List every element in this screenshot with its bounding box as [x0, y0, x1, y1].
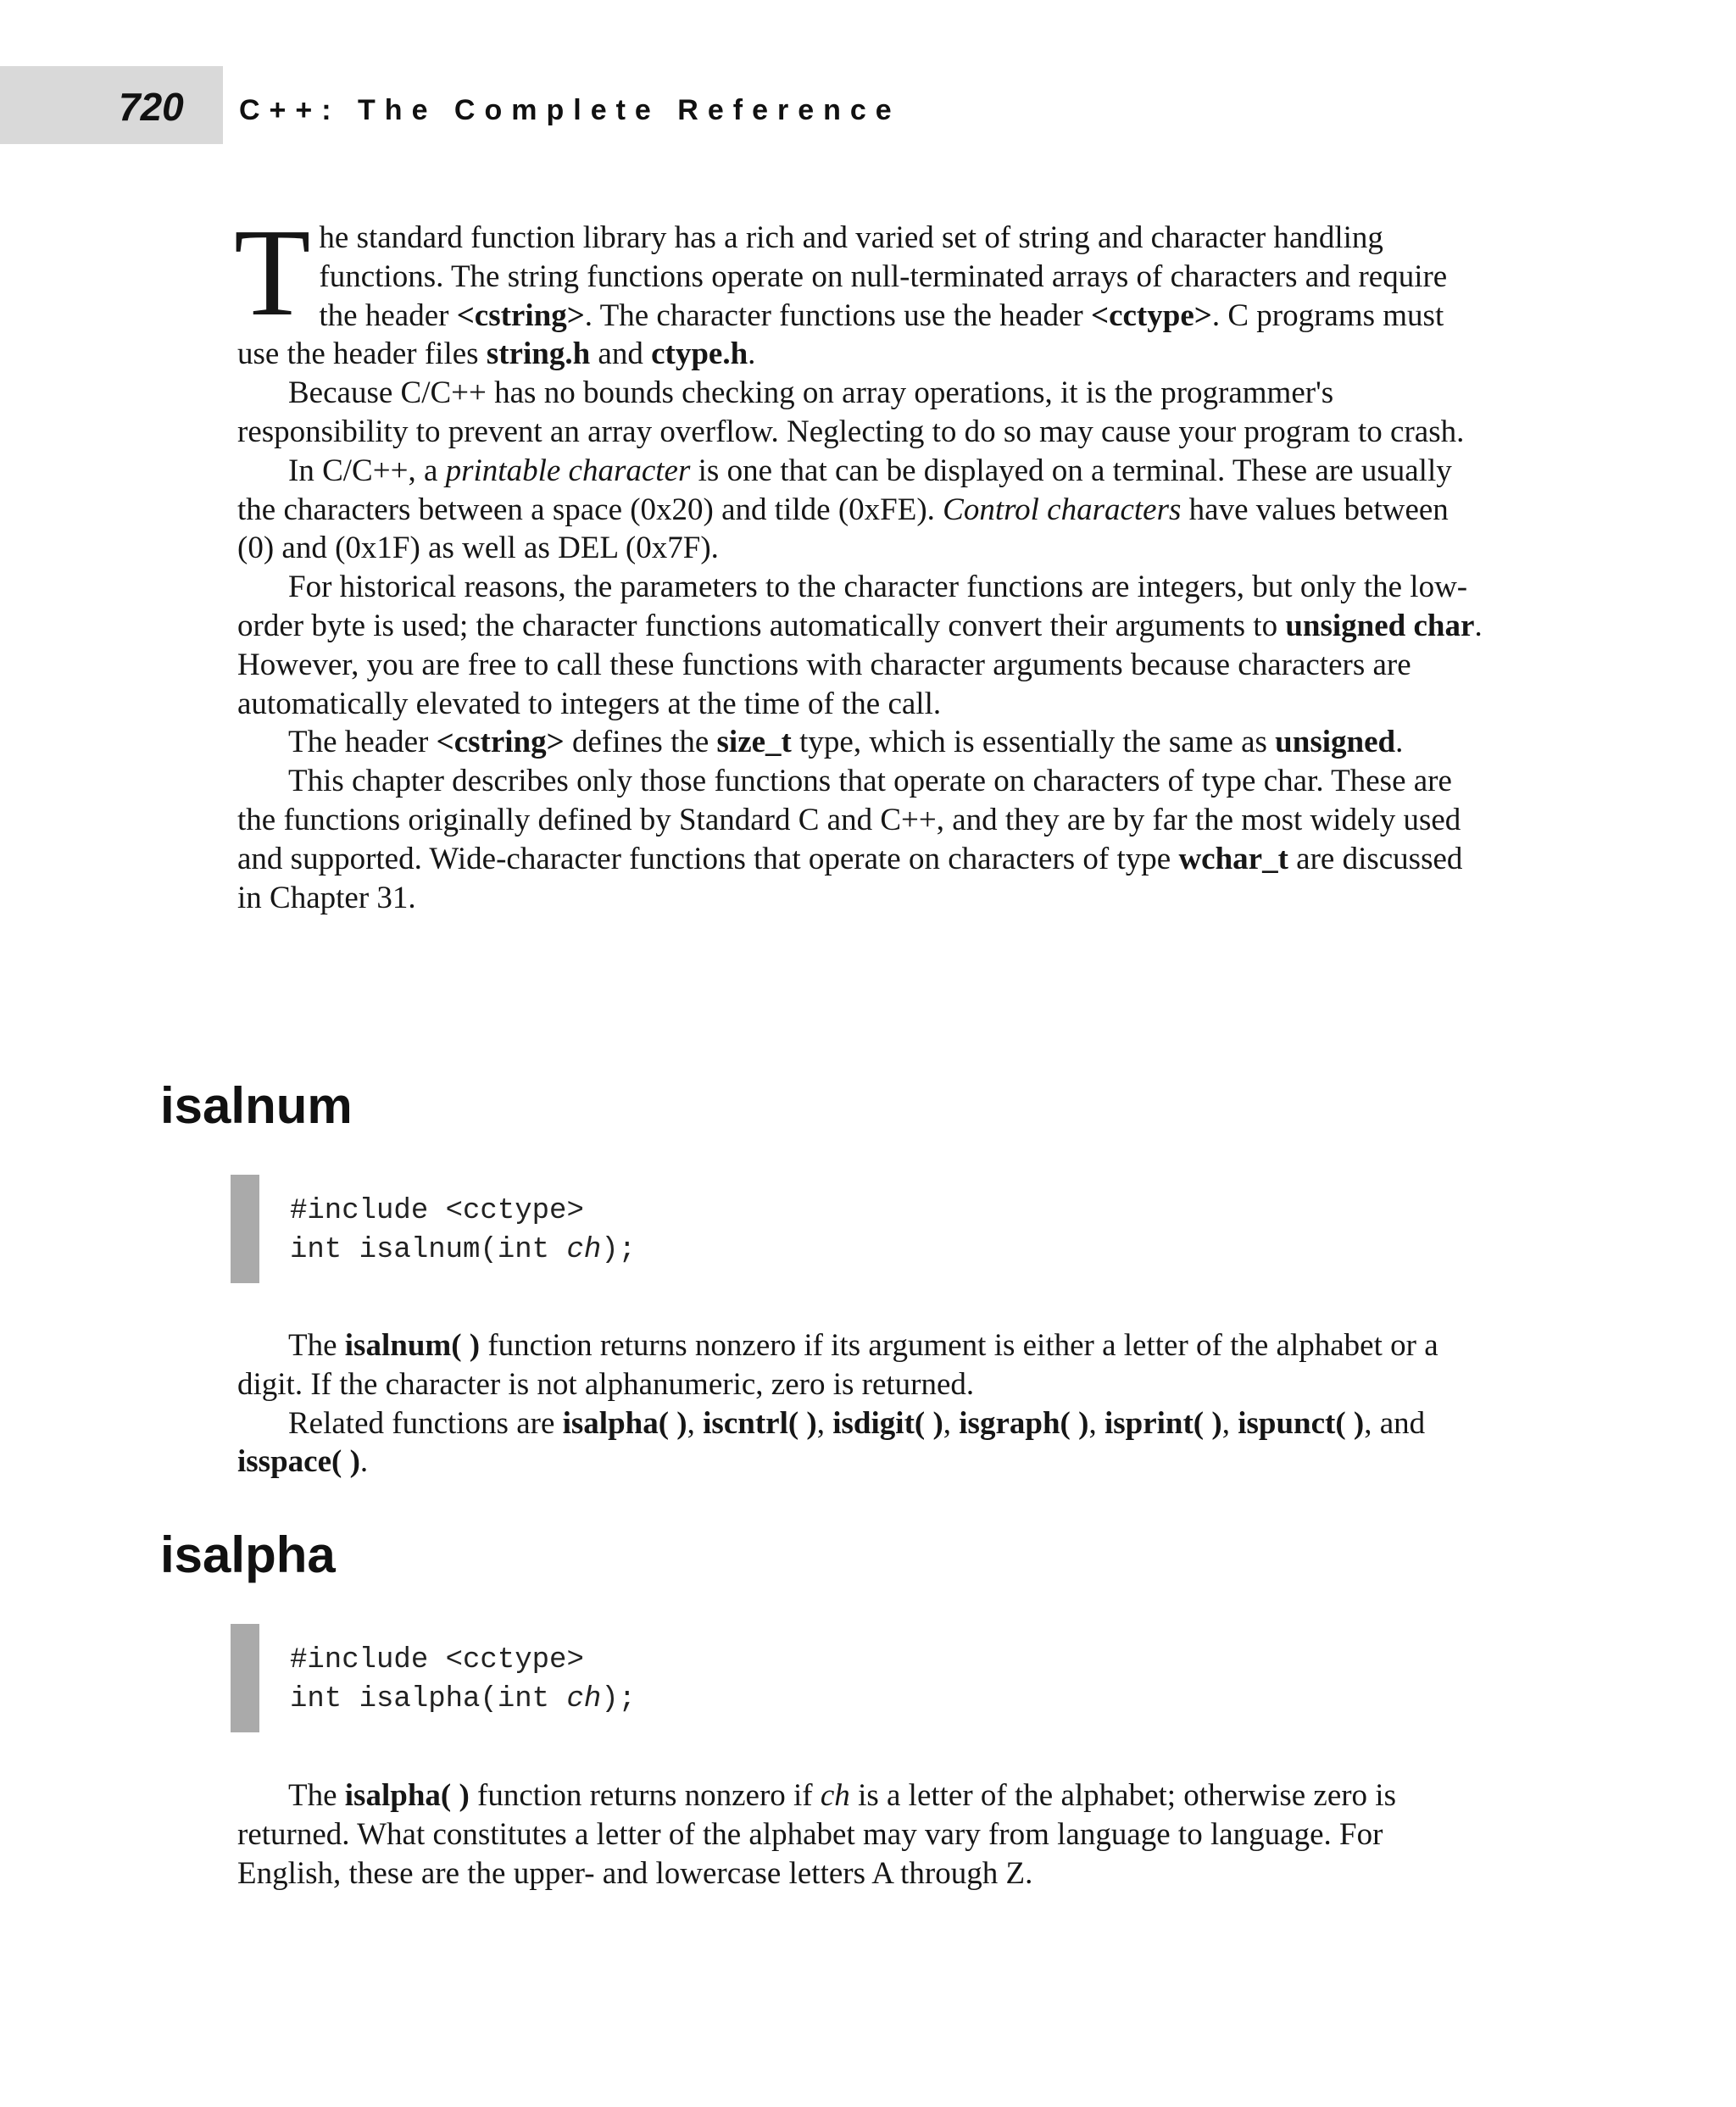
text-run: In C/C++, a — [288, 453, 446, 488]
text-run: The — [288, 1328, 345, 1363]
text-run: type, which is essentially the same as — [791, 725, 1276, 760]
code-line: #include <cctype> — [290, 1644, 584, 1676]
section-text-isalpha — [237, 1776, 1492, 1893]
text-run: is one that can be displayed on a terminal. These are usually the characters between a space (0x20) and tilde (0xFE). — [237, 453, 1452, 527]
drop-cap: T — [234, 203, 311, 342]
section-heading-isalpha: isalpha — [160, 1526, 336, 1583]
text-run: and — [590, 336, 652, 372]
inline-code: <cstring> — [456, 297, 585, 333]
function-name: isalpha( ) — [344, 1778, 470, 1813]
function-name: isdigit( ) — [832, 1405, 943, 1441]
text-run: function returns nonzero if — [469, 1778, 821, 1813]
isalnum-paragraph-1 — [237, 1326, 1492, 1404]
separator: , — [1221, 1405, 1238, 1441]
running-head: C++: The Complete Reference — [239, 94, 901, 126]
text-run: he standard function library has a rich and varied set of string and character handling functions. The string functions operate on null-terminated arrays of characters and require the header — [319, 220, 1448, 333]
inline-code: unsigned char — [1285, 608, 1475, 643]
code-lines — [290, 1641, 636, 1719]
inline-code: string.h — [486, 336, 591, 372]
function-name: isgraph( ) — [959, 1405, 1089, 1441]
inline-code: wchar_t — [1178, 841, 1288, 876]
term: printable character — [445, 453, 691, 488]
intro-paragraph-5 — [237, 723, 1492, 762]
text-run: . The character functions use the header — [584, 297, 1091, 333]
function-name: iscntrl( ) — [703, 1405, 817, 1441]
code-block-isalpha — [231, 1624, 1078, 1734]
text-run: function returns nonzero if its argument is either a letter of the alphabet or a digit. If the character is not alphanumeric, zero is returned. — [237, 1328, 1438, 1402]
page-number-tab — [0, 66, 223, 144]
intro-paragraph-2: Because C/C++ has no bounds checking on array operations, it is the programmer's responsibility to prevent an array overflow. Neglecting to do so may cause your program to crash. — [237, 375, 1465, 449]
separator: , — [943, 1405, 960, 1441]
intro-paragraph-1 — [234, 203, 1492, 374]
separator: , — [1364, 1405, 1380, 1441]
inline-code: ctype.h — [651, 336, 748, 372]
code-param: ch — [566, 1683, 602, 1715]
text-run: . — [359, 1444, 369, 1480]
term: Control characters — [943, 492, 1182, 527]
page-number: 720 — [119, 85, 184, 129]
text-run: . — [748, 336, 756, 372]
separator: , — [1088, 1405, 1104, 1441]
text-run: . C programs must use the header files — [237, 297, 1444, 372]
section-heading-isalnum: isalnum — [160, 1077, 353, 1134]
isalnum-paragraph-2 — [237, 1404, 1492, 1482]
function-name: isprint( ) — [1104, 1405, 1222, 1441]
code-line: int isalnum(int — [290, 1234, 567, 1266]
function-name: ispunct( ) — [1238, 1405, 1365, 1441]
text-run: and — [1379, 1405, 1426, 1441]
text-run: . — [1395, 725, 1404, 760]
text-run: Related functions are — [288, 1405, 563, 1441]
code-line: #include <cctype> — [290, 1195, 584, 1227]
function-name: isalpha( ) — [562, 1405, 687, 1441]
separator: , — [816, 1405, 833, 1441]
intro-paragraph-4 — [237, 568, 1492, 723]
text-run: For historical reasons, the parameters to the character functions are integers, but only the low-order byte is used; the character functions automatically convert their arguments to — [237, 570, 1468, 643]
intro-paragraph-3 — [237, 452, 1492, 568]
function-name: isspace( ) — [237, 1444, 360, 1480]
param-name: ch — [820, 1778, 850, 1813]
code-line: ); — [601, 1683, 637, 1715]
text-run: The — [288, 1778, 345, 1813]
text-run: is a letter of the alphabet; otherwise zero is returned. What constitutes a letter of the alphabet may vary from language to language. For English, these are the upper- and lowercase letters A through Z. — [237, 1778, 1396, 1891]
separator: , — [687, 1405, 704, 1441]
text-run: defines the — [564, 725, 717, 760]
code-bar — [231, 1175, 259, 1283]
isalpha-paragraph-1 — [237, 1776, 1492, 1893]
code-param: ch — [566, 1234, 602, 1266]
code-bar — [231, 1624, 259, 1732]
code-line: ); — [601, 1234, 637, 1266]
section-text-isalnum — [237, 1326, 1492, 1482]
intro-paragraph-6 — [237, 762, 1492, 917]
text-run: are discussed in Chapter 31. — [237, 841, 1463, 915]
text-run: The header — [288, 725, 437, 760]
code-lines — [290, 1192, 636, 1270]
text-run: . However, you are free to call these functions with character arguments because characters are automatically elevated to integers at the time of the call. — [237, 608, 1483, 721]
inline-code: size_t — [716, 725, 792, 760]
code-line: int isalpha(int — [290, 1683, 567, 1715]
text-run: have values between (0) and (0x1F) as well as DEL (0x7F). — [237, 492, 1449, 566]
inline-code: <cstring> — [436, 725, 565, 760]
function-name: isalnum( ) — [344, 1328, 481, 1363]
inline-code: <cctype> — [1091, 297, 1212, 333]
text-run: This chapter describes only those functions that operate on characters of type char. These are the functions originally defined by Standard C and C++, and they are by far the most widely used and supported. Wide-character functions that operate on characters of type — [237, 764, 1461, 876]
code-block-isalnum — [231, 1175, 1078, 1285]
inline-code: unsigned — [1275, 725, 1396, 760]
intro-text — [234, 203, 1492, 917]
